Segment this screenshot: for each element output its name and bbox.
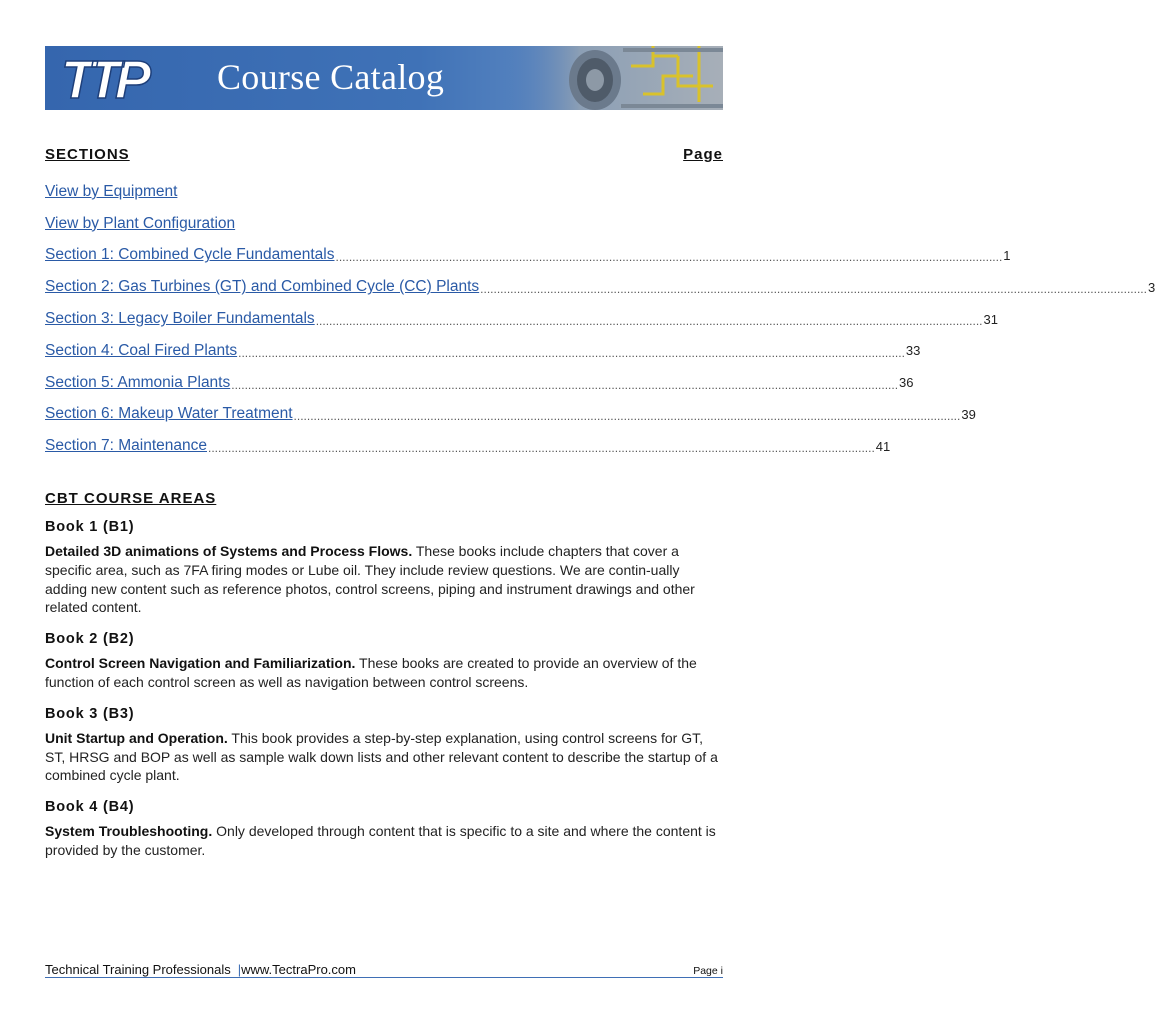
link-section-3[interactable]: Section 3: Legacy Boiler Fundamentals [45,310,315,328]
page-number: 39 [961,406,976,422]
book-description [45,729,723,785]
link-view-by-equipment[interactable]: View by Equipment [45,182,178,200]
sections-header [45,146,723,163]
footer-separator: | [237,962,242,977]
toc-item [45,176,723,208]
dot-leader: ........................................................................................................................................................................................................ [335,250,1003,265]
link-view-by-plant-configuration[interactable]: View by Plant Configuration [45,214,236,232]
dot-leader: ........................................................................................................................................................................................................ [231,377,899,392]
link-section-6[interactable]: Section 6: Makeup Water Treatment [45,405,293,423]
book-body: Only developed through content that is specific to a site and where the content is provided by the customer. [45,823,716,858]
book-4 [45,799,723,860]
toc-item [45,271,1155,303]
link-section-5[interactable]: Section 5: Ammonia Plants [45,373,231,391]
book-body: These books are created to provide an overview of the function of each control screen as well as navigation between control screens. [45,655,697,690]
dot-leader: ........................................................................................................................................................................................................ [238,345,905,360]
sections-heading: SECTIONS [45,146,130,163]
footer-company: Technical Training Professionals [45,962,231,977]
book-3 [45,706,723,785]
svg-text:TTP: TTP [61,50,145,110]
footer-page-number: Page i [693,965,723,977]
book-lead: Unit Startup and Operation. [45,729,228,746]
header-banner [45,46,723,110]
book-lead: System Troubleshooting. [45,823,213,840]
page-title: Course Catalog [217,57,445,97]
toc-item [45,303,998,335]
page-number: 41 [875,438,891,454]
page-column-heading: Page [683,146,723,163]
book-lead: Detailed 3D animations of Systems and Process Flows. [45,543,413,559]
cbt-heading: CBT COURSE AREAS [45,490,217,507]
link-section-1[interactable]: Section 1: Combined Cycle Fundamentals [45,246,335,264]
turbine-machinery-image [503,46,723,110]
dot-leader: ........................................................................................................................................................................................................ [315,314,983,329]
ttp-logo [59,50,199,110]
toc-item [45,240,1011,272]
page-footer [45,957,723,978]
page-number: 36 [899,375,914,391]
toc-item [45,399,976,431]
dot-leader: ........................................................................................................................................................................................................ [208,441,875,456]
book-1 [45,519,723,617]
book-body: These books include chapters that cover a specific area, such as 7FA firing modes or Lube oil. They include review questions. We are contin-ually adding new content such as reference photos, control screens, piping and instrument drawings and other related content. [45,543,695,616]
toc-item [45,430,891,462]
toc-item [45,208,723,240]
footer-left [45,962,356,977]
footer-website: www.TectraPro.com [241,962,356,977]
book-2 [45,631,723,692]
page-number: 33 [905,343,921,359]
cbt-course-areas [45,490,723,874]
toc-item [45,335,921,367]
book-description [45,542,723,617]
book-body: This book provides a step-by-step explanation, using control screens for GT, ST, HRSG and BOP as well as sample walk down lists and other relevant content to describe the startup of a combined cycle plant. [45,729,718,784]
link-section-4[interactable]: Section 4: Coal Fired Plants [45,341,238,359]
book-title: Book 1 (B1) [45,519,135,535]
book-description [45,822,723,860]
link-section-7[interactable]: Section 7: Maintenance [45,437,207,455]
toc-item [45,367,914,399]
table-of-contents [45,176,1155,462]
page-number: 1 [1003,247,1011,263]
book-title: Book 3 (B3) [45,705,135,722]
page-number: 3 [1147,279,1155,295]
book-description [45,654,723,692]
dot-leader: ........................................................................................................................................................................................................ [293,409,961,424]
book-lead: Control Screen Navigation and Familiarization. [45,655,356,672]
link-section-2[interactable]: Section 2: Gas Turbines (GT) and Combined Cycle (CC) Plants [45,278,480,296]
page-number: 31 [983,311,998,327]
book-title: Book 2 (B2) [45,631,135,648]
dot-leader: ........................................................................................................................................................................................................ [480,282,1147,297]
book-title: Book 4 (B4) [45,799,135,816]
